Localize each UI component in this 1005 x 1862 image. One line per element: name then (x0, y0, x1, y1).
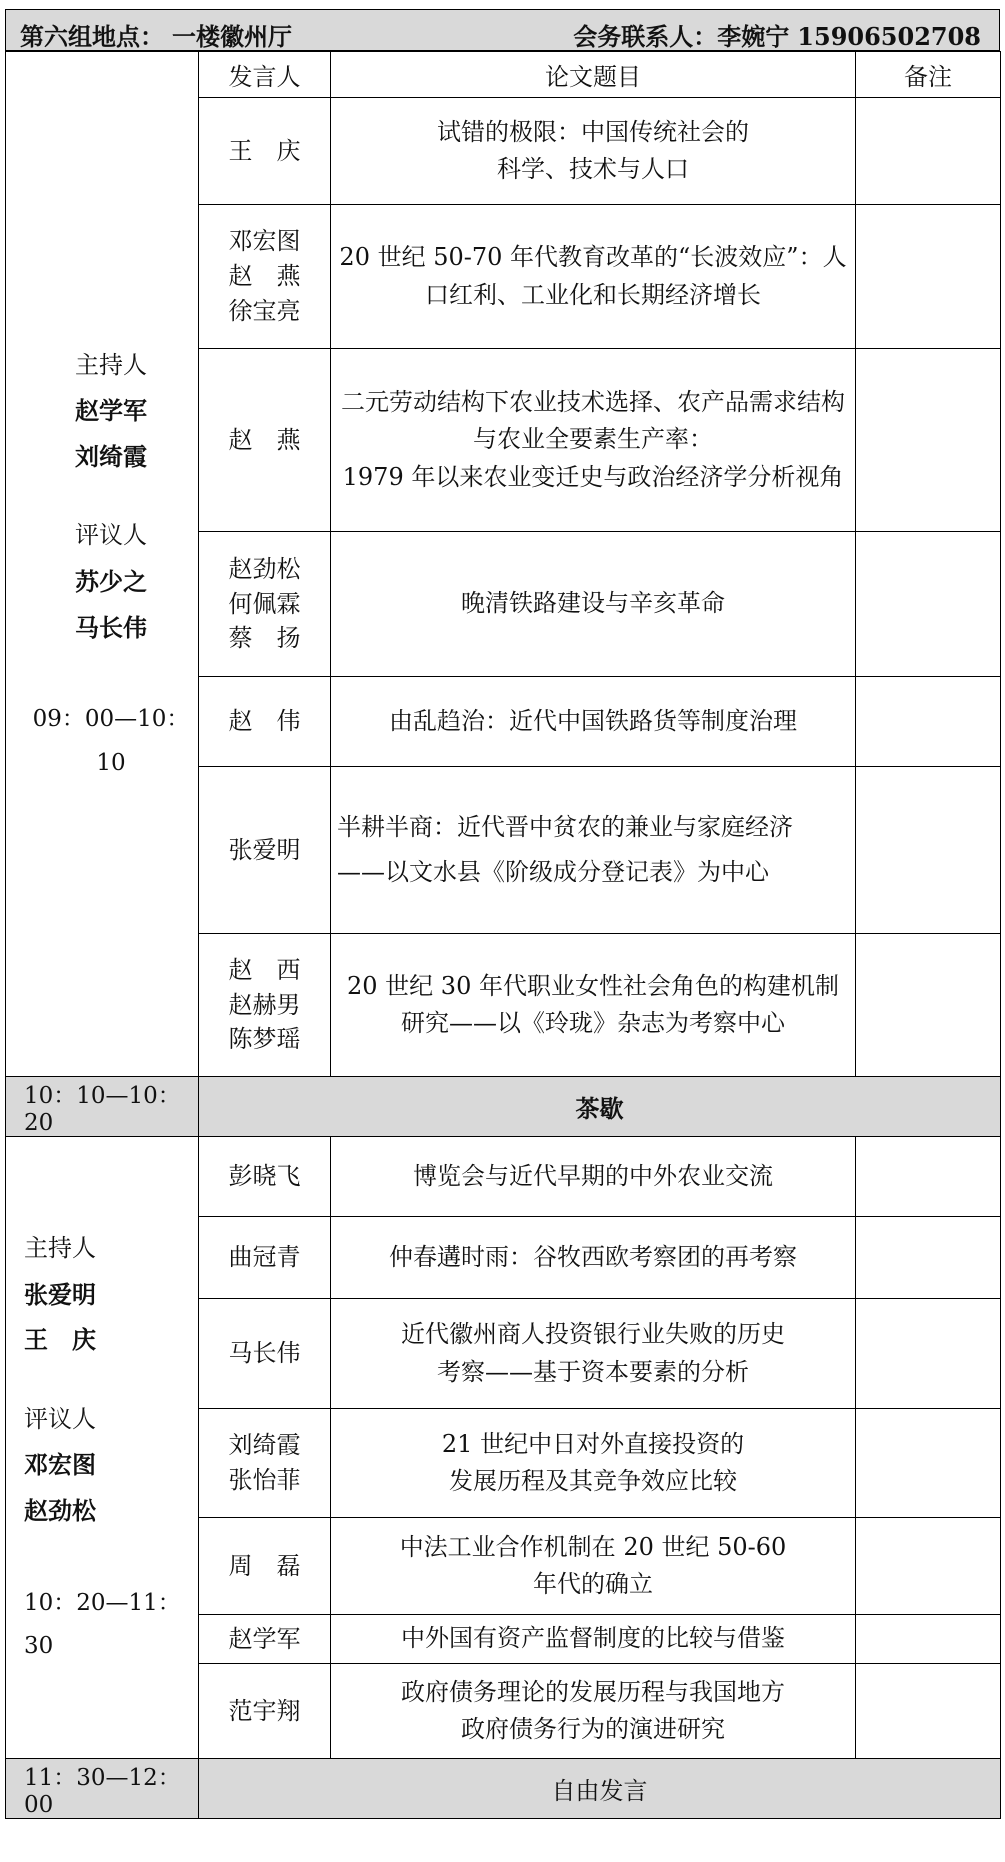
speaker-name: 马长伟 (228, 1339, 301, 1368)
paper-title-line: 仲春遘时雨：谷牧西欧考察团的再考察 (389, 1242, 797, 1271)
contact-label: 会务联系人：李婉宁 (573, 22, 790, 51)
speaker-name: 赵劲松 (228, 554, 301, 583)
session2-info (6, 1137, 199, 1759)
speaker-name: 赵 燕 (228, 425, 301, 454)
note-cell (856, 1409, 1001, 1518)
speaker-cell (199, 677, 331, 767)
paper-title-line: 年代的确立 (533, 1570, 653, 1598)
session2-host-1: 张爱明 (24, 1279, 96, 1309)
speaker-cell (199, 98, 331, 205)
speaker-name: 范宇翔 (228, 1696, 301, 1725)
session1-reviewer-label: 评议人 (75, 521, 147, 550)
paper-title-cell (331, 677, 856, 767)
schedule-table (5, 51, 1001, 1819)
speaker-name: 曲冠青 (228, 1243, 301, 1272)
session1-time: 09：00—10：10 (32, 706, 190, 776)
note-cell (856, 98, 1001, 205)
speaker-name: 刘绮霞 (228, 1431, 301, 1460)
session2-reviewer-label: 评议人 (24, 1404, 96, 1433)
session1-host-label: 主持人 (75, 350, 147, 379)
group-header (5, 9, 1000, 51)
speaker-cell (199, 1137, 331, 1217)
paper-title-line: 科学、技术与人口 (497, 155, 689, 183)
paper-title-cell (331, 1615, 856, 1664)
contact-info (573, 17, 989, 52)
table-row (6, 1137, 1001, 1217)
speaker-name: 张爱明 (228, 835, 301, 864)
note-cell (856, 1299, 1001, 1409)
speaker-cell (199, 767, 331, 934)
speaker-name: 蔡 扬 (228, 624, 301, 653)
speaker-name: 周 磊 (228, 1551, 301, 1580)
paper-title-line: 发展历程及其竞争效应比较 (449, 1467, 737, 1495)
session1-host-1: 赵学军 (75, 396, 147, 426)
speaker-name: 赵学军 (228, 1624, 301, 1653)
speaker-cell (199, 1664, 331, 1759)
session1-info (6, 52, 199, 1077)
column-header-row (6, 52, 1001, 98)
paper-title-line: 博览会与近代早期的中外农业交流 (413, 1161, 773, 1190)
paper-title-cell (331, 1137, 856, 1217)
speaker-cell (199, 934, 331, 1077)
paper-title-cell (331, 1518, 856, 1615)
note-cell (856, 934, 1001, 1077)
speaker-name: 何佩霖 (228, 589, 301, 618)
paper-title-line: 由乱趋治：近代中国铁路货等制度治理 (389, 706, 797, 735)
column-header-title: 论文题目 (331, 52, 856, 98)
paper-title-cell (331, 934, 856, 1077)
paper-title-line: 中法工业合作机制在 20 世纪 50-60 (399, 1532, 787, 1561)
note-cell (856, 1217, 1001, 1299)
note-cell (856, 349, 1001, 532)
note-cell (856, 1664, 1001, 1759)
paper-title-line: 二元劳动结构下农业技术选择、农产品需求结构与农业全要素生产率： (341, 388, 845, 454)
paper-title-cell (331, 532, 856, 677)
paper-title-line: ——以文水县《阶级成分登记表》为中心 (337, 858, 769, 886)
session2-time: 10：20—11：30 (24, 1589, 181, 1660)
speaker-name: 彭晓飞 (228, 1162, 301, 1191)
paper-title-line: 半耕半商：近代晋中贫农的兼业与家庭经济 (337, 812, 793, 841)
session1-reviewer-1: 苏少之 (75, 566, 147, 596)
speaker-cell (199, 1299, 331, 1409)
break-label: 茶歇 (199, 1077, 1001, 1137)
paper-title-cell (331, 205, 856, 349)
paper-title-cell (331, 1664, 856, 1759)
group-label: 第六组地点： (20, 22, 164, 51)
paper-title-line: 考察——基于资本要素的分析 (437, 1357, 749, 1386)
paper-title-line: 21 世纪中日对外直接投资的 (441, 1429, 745, 1458)
note-cell (856, 1518, 1001, 1615)
paper-title-cell (331, 349, 856, 532)
free-time: 11：30—12：00 (6, 1759, 199, 1819)
venue-info (20, 17, 300, 52)
paper-title-line: 近代徽州商人投资银行业失败的历史 (401, 1320, 785, 1349)
contact-phone: 15906502708 (797, 22, 981, 51)
paper-title-cell (331, 98, 856, 205)
note-cell (856, 205, 1001, 349)
speaker-cell (199, 532, 331, 677)
break-time: 10：10—10：20 (6, 1077, 199, 1137)
column-header-note: 备注 (856, 52, 1001, 98)
session2-host-label: 主持人 (24, 1234, 96, 1263)
venue-name: 一楼徽州厅 (172, 22, 292, 51)
paper-title-cell (331, 767, 856, 934)
speaker-name: 邓宏图 (228, 227, 301, 256)
free-label: 自由发言 (199, 1759, 1001, 1819)
session2-reviewer-1: 邓宏图 (24, 1450, 96, 1480)
paper-title-line: 20 世纪 30 年代职业女性社会角色的构建机制研究——以《玲珑》杂志为考察中心 (347, 971, 839, 1037)
paper-title-cell (331, 1409, 856, 1518)
session1-host-2: 刘绮霞 (75, 441, 147, 471)
note-cell (856, 677, 1001, 767)
speaker-cell (199, 205, 331, 349)
speaker-cell (199, 349, 331, 532)
speaker-cell (199, 1615, 331, 1664)
speaker-cell (199, 1217, 331, 1299)
speaker-cell (199, 1518, 331, 1615)
session1-reviewer-2: 马长伟 (75, 612, 147, 642)
speaker-name: 陈梦瑶 (228, 1025, 301, 1054)
speaker-name: 赵 西 (228, 955, 301, 984)
note-cell (856, 1615, 1001, 1664)
note-cell (856, 767, 1001, 934)
paper-title-line: 20 世纪 50-70 年代教育改革的“长波效应”：人口红利、工业化和长期经济增长 (339, 243, 847, 309)
column-header-speaker: 发言人 (199, 52, 331, 98)
note-cell (856, 532, 1001, 677)
speaker-name: 赵 伟 (228, 707, 301, 736)
speaker-name: 赵 燕 (228, 262, 301, 291)
paper-title-line: 政府债务行为的演进研究 (461, 1715, 725, 1743)
note-cell (856, 1137, 1001, 1217)
paper-title-line: 中外国有资产监督制度的比较与借鉴 (401, 1624, 785, 1653)
paper-title-cell (331, 1217, 856, 1299)
speaker-cell (199, 1409, 331, 1518)
free-discussion-row (6, 1759, 1001, 1819)
paper-title-line: 1979 年以来农业变迁史与政治经济学分析视角 (342, 462, 844, 491)
session2-host-2: 王 庆 (24, 1325, 96, 1355)
paper-title-line: 试错的极限：中国传统社会的 (437, 117, 749, 146)
break-row (6, 1077, 1001, 1137)
speaker-name: 赵赫男 (228, 990, 301, 1019)
paper-title-line: 政府债务理论的发展历程与我国地方 (401, 1677, 785, 1706)
paper-title-line: 晚清铁路建设与辛亥革命 (461, 589, 725, 618)
paper-title-cell (331, 1299, 856, 1409)
session2-reviewer-2: 赵劲松 (24, 1496, 96, 1525)
speaker-name: 张怡菲 (228, 1466, 301, 1494)
speaker-name: 徐宝亮 (228, 296, 301, 325)
speaker-name: 王 庆 (228, 136, 301, 165)
